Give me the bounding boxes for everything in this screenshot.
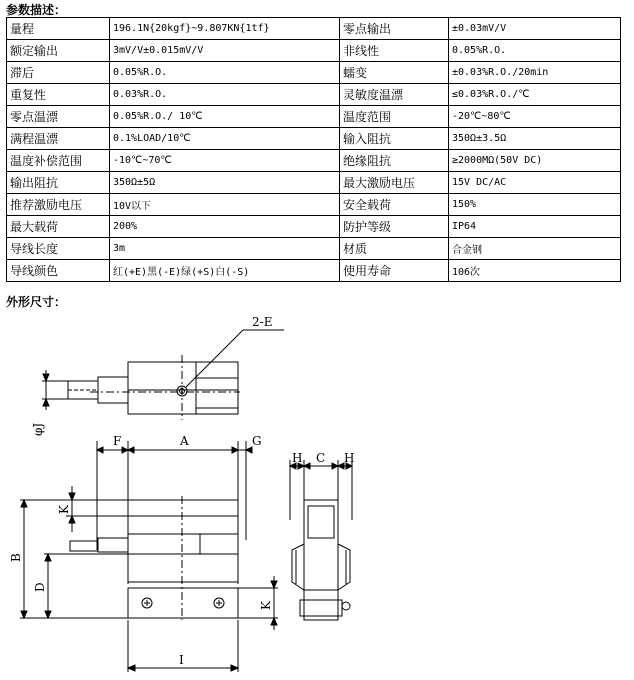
spec-row [7, 62, 621, 84]
spec-label: 满程温漂 [7, 128, 110, 150]
spec-label: 使用寿命 [340, 260, 449, 282]
spec-value: 0.03%R.O. [110, 84, 340, 106]
spec-label: 灵敏度温漂 [340, 84, 449, 106]
side-view [290, 451, 354, 620]
spec-row [7, 128, 621, 150]
spec-value: ≤0.03%R.O./℃ [449, 84, 621, 106]
params-heading: 参数描述： [6, 3, 67, 17]
phi-j-label: φJ [31, 422, 45, 436]
spec-value: 0.05%R.O. [110, 62, 340, 84]
spec-label: 额定输出 [7, 40, 110, 62]
i-label: I [179, 653, 184, 667]
spec-value: 350Ω±3.5Ω [449, 128, 621, 150]
spec-value: -20℃~80℃ [449, 106, 621, 128]
spec-label: 绝缘阻抗 [340, 150, 449, 172]
spec-value: 350Ω±5Ω [110, 172, 340, 194]
spec-value: 0.05%R.O. [449, 40, 621, 62]
spec-row [7, 18, 621, 40]
spec-label: 最大激励电压 [340, 172, 449, 194]
spec-value: 10V以下 [110, 194, 340, 216]
spec-label: 非线性 [340, 40, 449, 62]
spec-label: 蠕变 [340, 62, 449, 84]
spec-value: IP64 [449, 216, 621, 238]
spec-value: 红(+E)黑(-E)绿(+S)白(-S) [110, 260, 340, 282]
spec-value: 3mV/V±0.015mV/V [110, 40, 340, 62]
spec-label: 输入阻抗 [340, 128, 449, 150]
spec-row [7, 150, 621, 172]
dimension-drawing [0, 300, 634, 680]
spec-label: 重复性 [7, 84, 110, 106]
spec-label: 滞后 [7, 62, 110, 84]
c-label: C [316, 451, 326, 465]
spec-table [6, 17, 621, 282]
spec-label: 零点温漂 [7, 106, 110, 128]
spec-label: 安全载荷 [340, 194, 449, 216]
h-right-label: H [344, 451, 355, 465]
spec-value: 200% [110, 216, 340, 238]
spec-row [7, 216, 621, 238]
spec-row [7, 106, 621, 128]
spec-label: 导线颜色 [7, 260, 110, 282]
k-bottom-label: K [259, 601, 273, 610]
f-label: F [113, 434, 122, 448]
spec-value: 196.1N{20kgf}~9.807KN{1tf} [110, 18, 340, 40]
spec-label: 材质 [340, 238, 449, 260]
spec-value: -10℃~70℃ [110, 150, 340, 172]
spec-label: 输出阻抗 [7, 172, 110, 194]
g-label: G [252, 434, 262, 448]
spec-label: 温度范围 [340, 106, 449, 128]
spec-row [7, 260, 621, 282]
spec-label: 防护等级 [340, 216, 449, 238]
spec-value: 106次 [449, 260, 621, 282]
front-view [9, 434, 278, 672]
spec-row [7, 194, 621, 216]
spec-value: ±0.03%R.O./20min [449, 62, 621, 84]
spec-row [7, 40, 621, 62]
spec-value: 15V DC/AC [449, 172, 621, 194]
spec-value: ≥2000MΩ(50V DC) [449, 150, 621, 172]
spec-label: 推荐激励电压 [7, 194, 110, 216]
spec-value: 150% [449, 194, 621, 216]
spec-label: 量程 [7, 18, 110, 40]
spec-row [7, 172, 621, 194]
hole-label: 2-E [252, 315, 273, 329]
k-top-label: K [57, 505, 71, 514]
spec-label: 温度补偿范围 [7, 150, 110, 172]
spec-value: 0.05%R.O./ 10℃ [110, 106, 340, 128]
spec-value: 合金钢 [449, 238, 621, 260]
h-left-label: H [292, 451, 303, 465]
spec-value: 3m [110, 238, 340, 260]
d-label: D [33, 582, 47, 592]
spec-value: 0.1%LOAD/10℃ [110, 128, 340, 150]
spec-label: 导线长度 [7, 238, 110, 260]
b-label: B [9, 553, 23, 562]
spec-row [7, 84, 621, 106]
spec-label: 零点输出 [340, 18, 449, 40]
spec-row [7, 238, 621, 260]
top-view [31, 315, 284, 436]
spec-label: 最大载荷 [7, 216, 110, 238]
dimensions-heading: 外形尺寸： [6, 295, 67, 309]
a-label: A [180, 434, 189, 448]
spec-value: ±0.03mV/V [449, 18, 621, 40]
